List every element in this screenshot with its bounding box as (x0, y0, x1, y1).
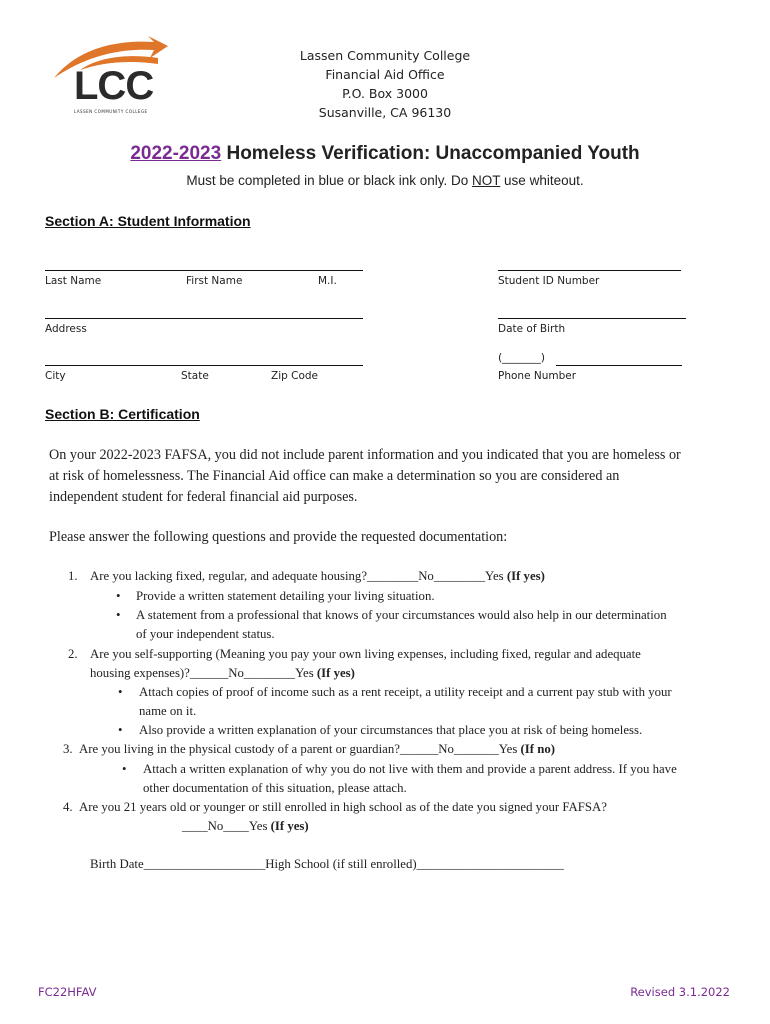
first-name-label: First Name (186, 275, 243, 287)
bullet-icon: • (116, 589, 121, 603)
instructions-paragraph: Please answer the following questions and provide the requested documentation: (49, 529, 508, 545)
bullet-line: of your independent status. (136, 627, 275, 641)
q2-line: Are you self-supporting (Meaning you pay your own living expenses, including fixed, regular and adequate (90, 647, 641, 661)
page-title (0, 143, 770, 165)
city-label: City (45, 370, 66, 382)
q4-answer (182, 817, 309, 836)
revision-date: Revised 3.1.2022 (630, 985, 730, 999)
q4-options: ____No____Yes (182, 819, 271, 833)
logo-tagline: LASSEN COMMUNITY COLLEGE (74, 109, 148, 114)
q2-bullet-1 (139, 683, 729, 721)
q1-number: 1. (68, 569, 78, 583)
name-field[interactable] (45, 270, 363, 271)
bullet-icon: • (116, 608, 121, 622)
q2-number: 2. (68, 647, 78, 661)
q2-answer: housing expenses)?______No________Yes (90, 666, 317, 680)
office-address-header (250, 46, 520, 122)
section-a-heading: Section A: Student Information (45, 213, 251, 229)
lcc-logo (50, 36, 172, 116)
title-year: 2022-2023 (130, 143, 222, 164)
instructions-before: Must be completed in blue or black ink only. Do (186, 173, 473, 188)
phone-field[interactable] (556, 365, 682, 366)
para-line: at risk of homelessness. The Financial Aid office can make a determination so you are considered an (49, 468, 620, 484)
phone-area-code: (_______) (498, 351, 546, 364)
bullet-icon: • (122, 762, 127, 776)
instructions-after: use whiteout. (500, 173, 584, 188)
student-id-label: Student ID Number (498, 275, 600, 287)
ink-instructions (0, 173, 770, 188)
q3-number: 3. (63, 742, 73, 756)
student-id-field[interactable] (498, 270, 681, 271)
office-name: Financial Aid Office (325, 67, 445, 82)
birth-date-high-school-field[interactable]: Birth Date___________________High School (if still enrolled)_______________________ (90, 857, 564, 871)
zip-label: Zip Code (271, 370, 318, 382)
bullet-icon: • (118, 685, 123, 699)
para-line: independent student for federal financial aid purposes. (49, 489, 358, 505)
q4-text: Are you 21 years old or younger or still enrolled in high school as of the date you signed your FAFSA? (79, 800, 607, 814)
city-state-zip-field[interactable] (45, 365, 363, 366)
address-field[interactable] (45, 318, 363, 319)
last-name-label: Last Name (45, 275, 102, 287)
q1-question: Are you lacking fixed, regular, and adequate housing?________No________Yes (90, 569, 507, 583)
bullet-line: A statement from a professional that knows of your circumstances would also help in our determination (136, 608, 667, 622)
bullet-line: Attach copies of proof of income such as a rent receipt, a utility receipt and a current pay stub with your (139, 685, 672, 699)
dob-label: Date of Birth (498, 323, 566, 335)
form-code: FC22HFAV (38, 985, 97, 999)
title-text: Homeless Verification: Unaccompanied Youth (221, 143, 640, 164)
po-box: P.O. Box 3000 (342, 86, 428, 101)
instructions-emphasis: NOT (472, 173, 501, 188)
bullet-icon: • (118, 723, 123, 737)
address-label: Address (45, 323, 87, 335)
section-b-heading: Section B: Certification (45, 406, 200, 422)
q3-question: Are you living in the physical custody of a parent or guardian?______No_______Yes (79, 742, 521, 756)
q1-bullet-1: Provide a written statement detailing your living situation. (136, 589, 435, 603)
q2-line (90, 664, 710, 683)
college-name: Lassen Community College (299, 48, 471, 63)
dob-field[interactable] (498, 318, 686, 319)
q3-bullet-1 (143, 760, 743, 798)
q1-condition: (If yes) (506, 569, 545, 583)
q4-condition: (If yes) (270, 819, 309, 833)
q3-text (79, 740, 555, 759)
state-label: State (181, 370, 209, 382)
logo-text: LCC (74, 64, 154, 108)
q1-text (90, 567, 545, 586)
q2-bullet-2: Also provide a written explanation of your circumstances that place you at risk of being homeless. (139, 723, 643, 737)
mi-label: M.I. (318, 275, 337, 287)
q2-text (90, 645, 710, 683)
q1-bullet-2 (136, 606, 736, 644)
bullet-line: other documentation of this situation, please attach. (143, 781, 407, 795)
bullet-line: name on it. (139, 704, 197, 718)
para-line: On your 2022-2023 FAFSA, you did not include parent information and you indicated that you are homeless or (49, 447, 681, 463)
q3-condition: (If no) (520, 742, 556, 756)
bullet-line: Attach a written explanation of why you do not live with them and provide a parent address. If you have (143, 762, 677, 776)
phone-label: Phone Number (498, 370, 577, 382)
q2-condition: (If yes) (316, 666, 355, 680)
certification-paragraph (49, 445, 739, 508)
city-state-zip: Susanville, CA 96130 (318, 105, 452, 120)
q4-number: 4. (63, 800, 73, 814)
